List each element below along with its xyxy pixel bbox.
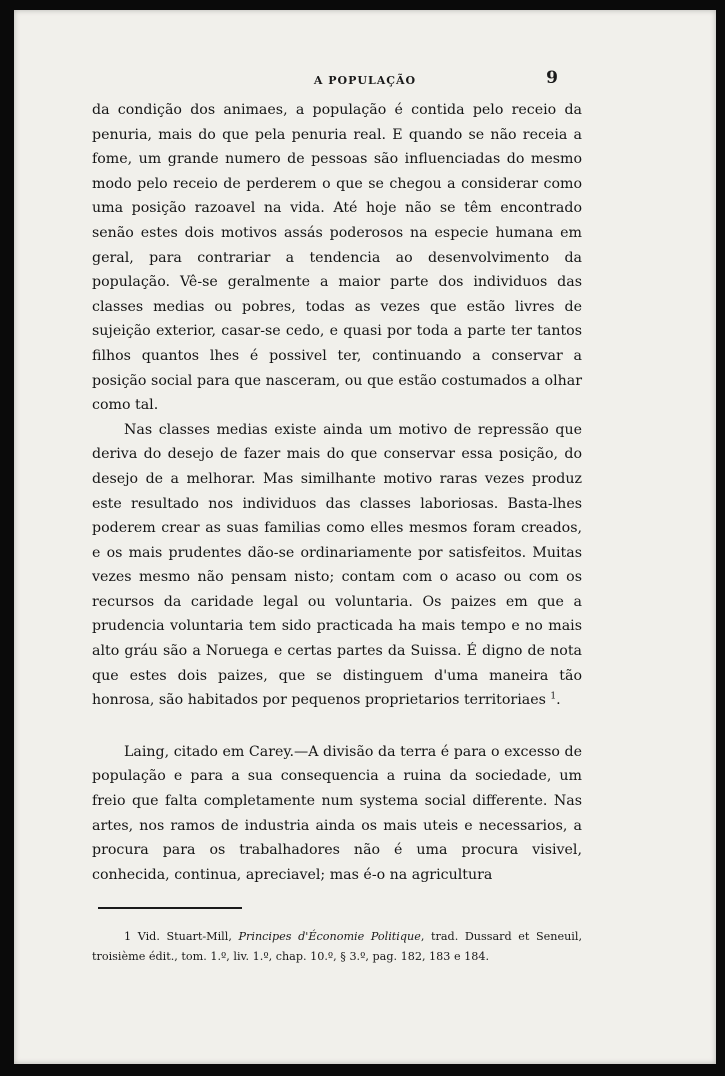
paragraph-1 bbox=[92, 98, 582, 418]
body-text bbox=[92, 98, 582, 887]
book-page bbox=[14, 10, 716, 1064]
running-title: A POPULAÇÃO bbox=[313, 74, 417, 87]
page-header bbox=[14, 68, 716, 96]
page-number: 9 bbox=[546, 68, 558, 88]
footnote-book-title: Principes d'Économie Politique bbox=[238, 930, 421, 943]
footnote-lead: Vid. Stuart-Mill, bbox=[137, 930, 232, 943]
footnote-reference: 1 bbox=[550, 691, 557, 702]
footnote bbox=[92, 927, 582, 967]
footnote-marker: 1 bbox=[124, 930, 132, 943]
paragraph-1-text: da condição dos animaes, a população é contida pelo receio da penuria, mais do que pela penuria real. E quando se não receia a fome, um grande numero de pessoas são influenciadas do mesmo modo pelo receio de perderem o que se chegou a considerar como uma posição razoavel na vida. Até hoje não se têm encontrado senão estes dois motivos assás poderosos na especie humana em geral, para contrariar a tendencia ao desenvolvimento da população. Vê-se geralmente a maior parte dos individuos das classes medias ou pobres, todas as vezes que estão livres de sujeição exterior, casar-se cedo, e quasi por toda a parte ter tantos filhos quantos lhes é possivel ter, continuando a conservar a posição social para que nasceram, ou que estão costumados a olhar como tal. bbox=[92, 102, 582, 414]
paragraph-3-text: Laing, citado em Carey.—A divisão da terra é para o excesso de população e para a sua consequencia a ruina da sociedade, um freio que falta completamente num systema social differente. Nas artes, nos ramos de industria ainda os mais uteis e necessarios, a procura para os trabalhadores não é uma procura visivel, conhecida, continua, apreciavel; mas é-o na agricultura bbox=[92, 743, 582, 883]
footnote-reference-details: , trad. Dussard et Seneuil, troisième édit., tom. 1.º, liv. 1.º, chap. 10.º, § 3.º, pag. 182, 183 e 184. bbox=[92, 930, 582, 963]
footnote-divider bbox=[98, 907, 242, 909]
paragraph-2 bbox=[92, 418, 582, 713]
paragraph-2-end: . bbox=[556, 692, 561, 709]
paragraph-2-text: Nas classes medias existe ainda um motivo de repressão que deriva do desejo de fazer mais do que conservar essa posição, do desejo de a melhorar. Mas similhante motivo raras vezes produz este resultado nos individuos das classes laboriosas. Basta-lhes poderem crear as suas familias como elles mesmos foram creados, e os mais prudentes dão-se ordinariamente por satisfeitos. Muitas vezes mesmo não pensam nisto; contam com o acaso ou com os recursos da caridade legal ou voluntaria. Os paizes em que a prudencia voluntaria tem sido practicada ha mais tempo e no mais alto gráu são a Noruega e certas partes da Suissa. É digno de nota que estes dois paizes, que se distinguem d'uma maneira tão honrosa, são habitados por pequenos proprietarios territoriaes bbox=[92, 421, 582, 709]
paragraph-3 bbox=[92, 740, 582, 888]
